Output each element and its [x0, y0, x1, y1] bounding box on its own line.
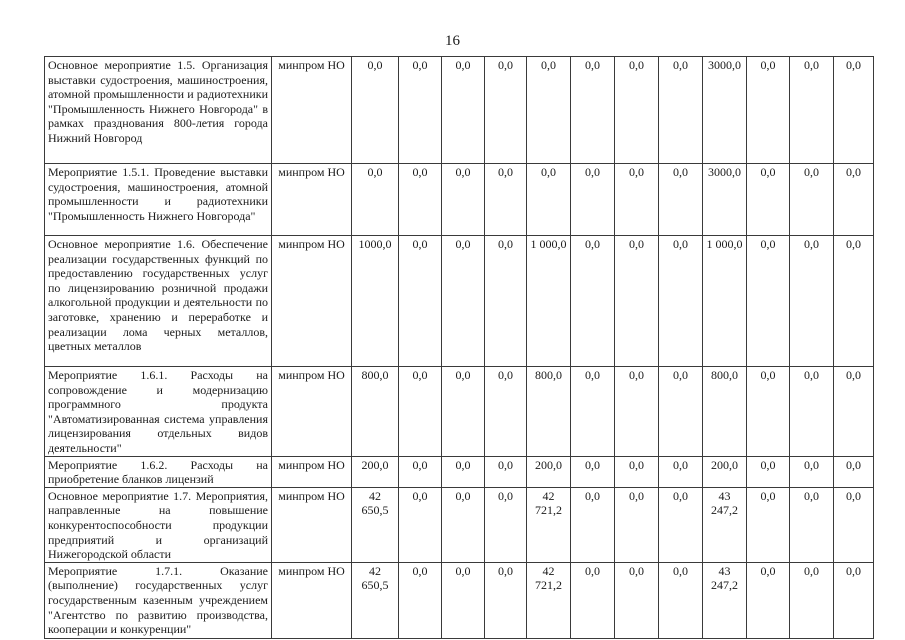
amount-cell: 0,0 [485, 164, 527, 236]
table-row [45, 487, 874, 562]
amount-cell: 0,0 [399, 487, 442, 562]
amount-cell: 1 000,0 [527, 236, 571, 367]
amount-cell: 0,0 [399, 456, 442, 487]
amount-cell: 0,0 [442, 367, 485, 457]
amount-cell: 0,0 [659, 367, 703, 457]
amount-cell: 0,0 [399, 164, 442, 236]
amount-cell: 0,0 [399, 367, 442, 457]
amount-cell: 800,0 [703, 367, 747, 457]
amount-cell: 0,0 [747, 57, 790, 164]
executor-cell: минпром НО [272, 57, 352, 164]
activity-name-cell: Мероприятие 1.7.1. Оказание (выполнение) государственных услуг государственным казенным учреждением "Агентство по развитию производства, кооперации и конкуренции" [45, 562, 272, 638]
amount-cell: 0,0 [615, 367, 659, 457]
amount-cell: 0,0 [790, 57, 834, 164]
amount-cell: 0,0 [399, 57, 442, 164]
amount-cell: 0,0 [571, 456, 615, 487]
amount-cell: 43 247,2 [703, 487, 747, 562]
executor-cell: минпром НО [272, 456, 352, 487]
amount-cell: 0,0 [659, 456, 703, 487]
amount-cell: 200,0 [352, 456, 399, 487]
table-row [45, 236, 874, 367]
amount-cell: 0,0 [571, 487, 615, 562]
amount-cell: 0,0 [615, 164, 659, 236]
amount-cell: 0,0 [399, 562, 442, 638]
amount-cell: 0,0 [747, 562, 790, 638]
activity-name-cell: Мероприятие 1.6.1. Расходы на сопровождение и модернизацию программного продукта "Автоматизированная система управления лицензирования отдельных видов деятельности" [45, 367, 272, 457]
amount-cell: 0,0 [571, 562, 615, 638]
amount-cell: 0,0 [790, 456, 834, 487]
page-number: 16 [445, 33, 460, 49]
amount-cell: 42 721,2 [527, 487, 571, 562]
table-row [45, 456, 874, 487]
executor-cell: минпром НО [272, 562, 352, 638]
activity-name-cell: Основное мероприятие 1.5. Организация выставки судостроения, машиностроения, атомной промышленности и радиотехники "Промышленность Нижнего Новгорода" в рамках празднования 800-летия города Нижний Новгород [45, 57, 272, 164]
amount-cell: 0,0 [834, 487, 874, 562]
amount-cell: 42 721,2 [527, 562, 571, 638]
amount-cell: 0,0 [442, 487, 485, 562]
amount-cell: 0,0 [485, 487, 527, 562]
executor-cell: минпром НО [272, 367, 352, 457]
amount-cell: 0,0 [571, 164, 615, 236]
activity-name-cell: Мероприятие 1.6.2. Расходы на приобретение бланков лицензий [45, 456, 272, 487]
amount-cell: 0,0 [442, 456, 485, 487]
amount-cell: 0,0 [527, 57, 571, 164]
amount-cell: 0,0 [834, 236, 874, 367]
amount-cell: 42 650,5 [352, 562, 399, 638]
amount-cell: 0,0 [659, 57, 703, 164]
amount-cell: 200,0 [703, 456, 747, 487]
amount-cell: 0,0 [485, 57, 527, 164]
activity-name-cell: Основное мероприятие 1.6. Обеспечение реализации государственных функций по предоставлению государственных услуг по лицензированию розничной продажи алкогольной продукции и деятельности по заготовке, хранению и переработке и реализации лома черных металлов, цветных металлов [45, 236, 272, 367]
amount-cell: 0,0 [790, 164, 834, 236]
amount-cell: 0,0 [790, 367, 834, 457]
amount-cell: 0,0 [834, 562, 874, 638]
amount-cell: 200,0 [527, 456, 571, 487]
amount-cell: 0,0 [615, 236, 659, 367]
amount-cell: 0,0 [571, 57, 615, 164]
amount-cell: 0,0 [790, 236, 834, 367]
table-row [45, 367, 874, 457]
amount-cell: 0,0 [615, 487, 659, 562]
amount-cell: 0,0 [747, 236, 790, 367]
amount-cell: 0,0 [615, 456, 659, 487]
amount-cell: 0,0 [747, 164, 790, 236]
amount-cell: 0,0 [442, 57, 485, 164]
amount-cell: 0,0 [485, 562, 527, 638]
amount-cell: 0,0 [659, 562, 703, 638]
amount-cell: 0,0 [442, 236, 485, 367]
amount-cell: 0,0 [485, 236, 527, 367]
amount-cell: 0,0 [659, 236, 703, 367]
amount-cell: 0,0 [615, 562, 659, 638]
amount-cell: 0,0 [834, 57, 874, 164]
amount-cell: 0,0 [747, 456, 790, 487]
amount-cell: 0,0 [485, 367, 527, 457]
activity-name-cell: Основное мероприятие 1.7. Мероприятия, направленные на повышение конкурентоспособности продукции предприятий и организаций Нижегородской области [45, 487, 272, 562]
amount-cell: 0,0 [485, 456, 527, 487]
activity-name-cell: Мероприятие 1.5.1. Проведение выставки судостроения, машиностроения, атомной промышленности и радиотехники "Промышленность Нижнего Новгорода" [45, 164, 272, 236]
amount-cell: 43 247,2 [703, 562, 747, 638]
amount-cell: 0,0 [399, 236, 442, 367]
amount-cell: 0,0 [747, 367, 790, 457]
amount-cell: 0,0 [790, 487, 834, 562]
amount-cell: 0,0 [352, 57, 399, 164]
amount-cell: 0,0 [352, 164, 399, 236]
amount-cell: 0,0 [834, 456, 874, 487]
amount-cell: 0,0 [442, 562, 485, 638]
amount-cell: 0,0 [659, 164, 703, 236]
executor-cell: минпром НО [272, 487, 352, 562]
amount-cell: 0,0 [834, 164, 874, 236]
amount-cell: 0,0 [527, 164, 571, 236]
amount-cell: 0,0 [615, 57, 659, 164]
amount-cell: 1 000,0 [703, 236, 747, 367]
amount-cell: 0,0 [834, 367, 874, 457]
executor-cell: минпром НО [272, 236, 352, 367]
amount-cell: 0,0 [659, 487, 703, 562]
table-row [45, 562, 874, 638]
amount-cell: 1000,0 [352, 236, 399, 367]
table-row [45, 57, 874, 164]
executor-cell: минпром НО [272, 164, 352, 236]
amount-cell: 42 650,5 [352, 487, 399, 562]
amount-cell: 0,0 [747, 487, 790, 562]
amount-cell: 0,0 [571, 236, 615, 367]
amount-cell: 0,0 [571, 367, 615, 457]
amount-cell: 800,0 [352, 367, 399, 457]
amount-cell: 3000,0 [703, 164, 747, 236]
amount-cell: 0,0 [790, 562, 834, 638]
amount-cell: 800,0 [527, 367, 571, 457]
amount-cell: 3000,0 [703, 57, 747, 164]
table-row [45, 164, 874, 236]
amount-cell: 0,0 [442, 164, 485, 236]
budget-table [44, 56, 874, 639]
